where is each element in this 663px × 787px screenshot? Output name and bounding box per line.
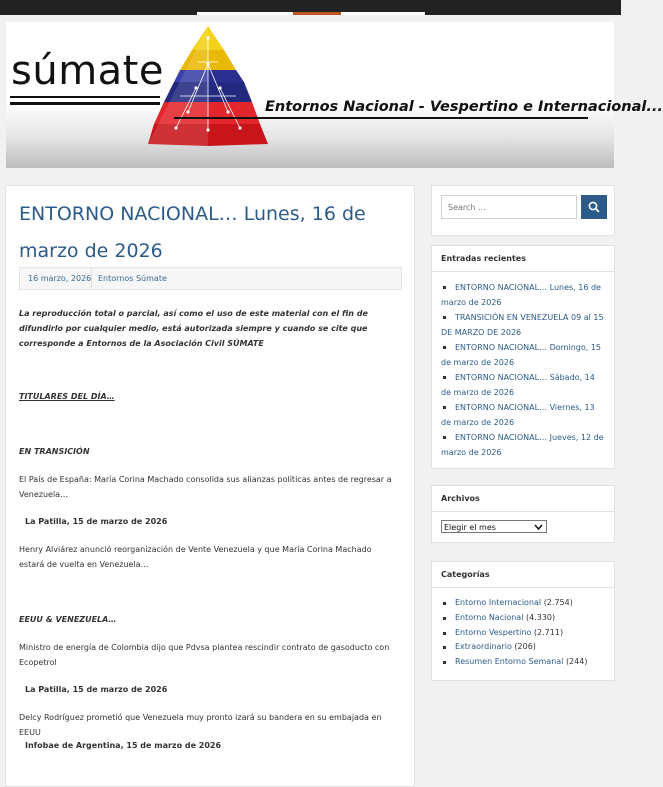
headline-source: Infobae de Argentina, 15 de marzo de 2026	[25, 741, 222, 750]
month-select-value: Elegir el mes	[444, 523, 496, 532]
top-bar-segment	[341, 12, 425, 15]
headline-item: Ministro de energía de Colombia dijo que Pdvsa plantea rescindir contrato de gasoducto con Ecopetrol	[19, 643, 390, 667]
category-item[interactable]: Entorno Internacional (2.754)	[441, 596, 607, 611]
widget-title: Categorías	[432, 562, 614, 588]
recent-post-link[interactable]: ENTORNO NACIONAL… Viernes, 13 de marzo de 2026	[441, 403, 595, 427]
post-date-link[interactable]: 16 marzo, 2026	[28, 274, 92, 283]
top-bar-segment	[197, 12, 293, 15]
recent-post-link[interactable]: ENTORNO NACIONAL… Jueves, 12 de marzo de 2026	[441, 433, 604, 457]
tagline-underline	[174, 117, 588, 119]
site-header-banner[interactable]	[6, 22, 663, 168]
top-bar-accent-segment	[293, 12, 341, 15]
post-article	[5, 185, 415, 787]
recent-post-link[interactable]: ENTORNO NACIONAL… Lunes, 16 de marzo de 2026	[441, 283, 601, 307]
recent-post-link[interactable]: TRANSICIÓN EN VENEZUELA 09 al 15 DE MARZO DE 2026	[441, 313, 604, 337]
category-item[interactable]: Resumen Entorno Semanal (244)	[441, 655, 607, 670]
recent-post-link[interactable]: ENTORNO NACIONAL… Domingo, 15 de marzo de 2026	[441, 343, 601, 367]
headline-item: El País de España: María Corina Machado consolida sus alianzas políticas antes de regresar a Venezuela…	[19, 475, 392, 499]
top-bar	[0, 0, 621, 15]
category-item[interactable]: Extraordinario (206)	[441, 640, 607, 655]
archives-widget	[431, 485, 615, 543]
headline-item: Delcy Rodríguez prometió que Venezuela muy pronto izará su bandera en su embajada en EEUU	[19, 713, 382, 737]
disclaimer-text: La reproducción total o parcial, así como el uso de este material con el fin de difundirlo por cualquier medio, está autorizada siempre y cuando se cite que corresponde a Entornos de la Asociación Civil SÚMATE	[19, 309, 368, 348]
recent-posts-widget	[431, 245, 615, 469]
headline-source: La Patilla, 15 de marzo de 2026	[25, 685, 168, 694]
search-widget	[431, 185, 615, 236]
category-item[interactable]: Entorno Nacional (4.330)	[441, 611, 607, 626]
headline-source: La Patilla, 15 de marzo de 2026	[25, 517, 168, 526]
category-item[interactable]: Entorno Vespertino (2.711)	[441, 626, 607, 641]
search-input[interactable]	[441, 195, 577, 219]
post-title[interactable]: ENTORNO NACIONAL… Lunes, 16 de marzo de 2026	[19, 203, 366, 262]
categories-widget	[431, 561, 615, 681]
widget-title: Archivos	[432, 486, 614, 512]
section-heading: EEUU & VENEZUELA…	[19, 615, 117, 624]
recent-post-link[interactable]: ENTORNO NACIONAL… Sábado, 14 de marzo de 2026	[441, 373, 595, 397]
meta-divider	[91, 268, 92, 289]
search-button[interactable]	[581, 195, 607, 219]
post-author-link[interactable]: Entornos Súmate	[98, 274, 167, 283]
post-meta-bar	[19, 267, 402, 290]
month-select[interactable]	[441, 520, 547, 533]
chevron-down-icon	[534, 523, 543, 531]
headlines-heading: TITULARES DEL DÍA…	[19, 392, 115, 401]
widget-title: Entradas recientes	[432, 246, 614, 272]
logo-underline	[10, 102, 160, 105]
pyramid-logo-icon	[146, 24, 271, 148]
site-tagline: Entornos Nacional - Vespertino e Internacional...	[265, 99, 663, 115]
section-heading: EN TRANSICIÓN	[19, 447, 90, 456]
site-logo-text: súmate	[11, 48, 164, 94]
logo-underline	[10, 96, 160, 98]
search-icon	[581, 195, 607, 219]
headline-item: Henry Alviárez anunció reorganización de Vente Venezuela y que María Corina Machado estará de vuelta en Venezuela…	[19, 545, 372, 569]
